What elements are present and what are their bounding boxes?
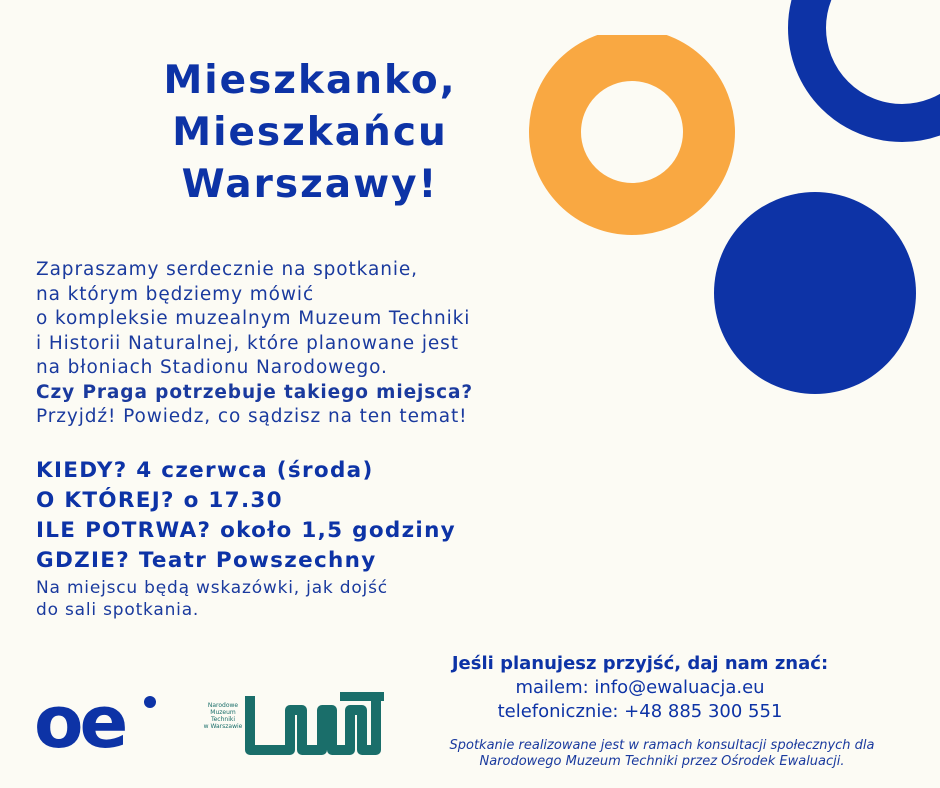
event-time: O KTÓREJ? o 17.30	[36, 488, 283, 513]
directions-line: do sali spotkania.	[36, 600, 200, 620]
directions-text	[36, 577, 516, 621]
orange-ring-shape	[525, 35, 740, 235]
blue-disc-shape	[712, 190, 922, 400]
event-when: KIEDY? 4 czerwca (środa)	[36, 458, 374, 483]
oe-logo	[34, 692, 164, 762]
event-duration: ILE POTRWA? około 1,5 godziny	[36, 518, 456, 543]
intro-invite: Przyjdź! Powiedz, co sądzisz na ten temat!	[36, 406, 468, 427]
footnote	[412, 738, 912, 770]
oe-logo-dot	[144, 696, 156, 708]
contact-phone[interactable]: telefonicznie: +48 885 300 551	[497, 701, 783, 722]
oe-logo-text: oe	[34, 692, 125, 762]
contact-email[interactable]: mailem: info@ewaluacja.eu	[515, 677, 765, 698]
intro-line: na błoniach Stadionu Narodowego.	[36, 357, 388, 378]
page-title	[140, 55, 480, 211]
directions-line: Na miejscu będą wskazówki, jak dojść	[36, 578, 388, 598]
intro-line: Zapraszamy serdecznie na spotkanie,	[36, 259, 418, 280]
nmt-logo-mark	[250, 696, 384, 750]
contact-heading: Jeśli planujesz przyjść, daj nam znać:	[451, 653, 829, 674]
footnote-line: Spotkanie realizowane jest w ramach konsultacji społecznych dla	[449, 738, 875, 753]
intro-line: o kompleksie muzealnym Muzeum Techniki	[36, 308, 471, 329]
title-line: Mieszkanko,	[163, 58, 457, 103]
contact-block	[410, 652, 870, 724]
footnote-line: Narodowego Muzeum Techniki przez Ośrodek Ewaluacji.	[479, 754, 845, 769]
nmt-logo	[244, 692, 434, 760]
intro-line: i Historii Naturalnej, które planowane jest	[36, 332, 459, 354]
title-line: Mieszkańcu	[172, 110, 448, 155]
nmt-logo-caption: Narodowe Muzeum Techniki w Warszawie	[203, 702, 243, 730]
intro-question: Czy Praga potrzebuje takiego miejsca?	[36, 381, 474, 403]
intro-paragraph	[36, 258, 596, 430]
title-line: Warszawy!	[181, 162, 439, 207]
intro-line: na którym będziemy mówić	[36, 283, 315, 305]
event-where: GDZIE? Teatr Powszechny	[36, 548, 377, 573]
event-details	[36, 456, 596, 576]
blue-ring-shape	[780, 0, 940, 150]
